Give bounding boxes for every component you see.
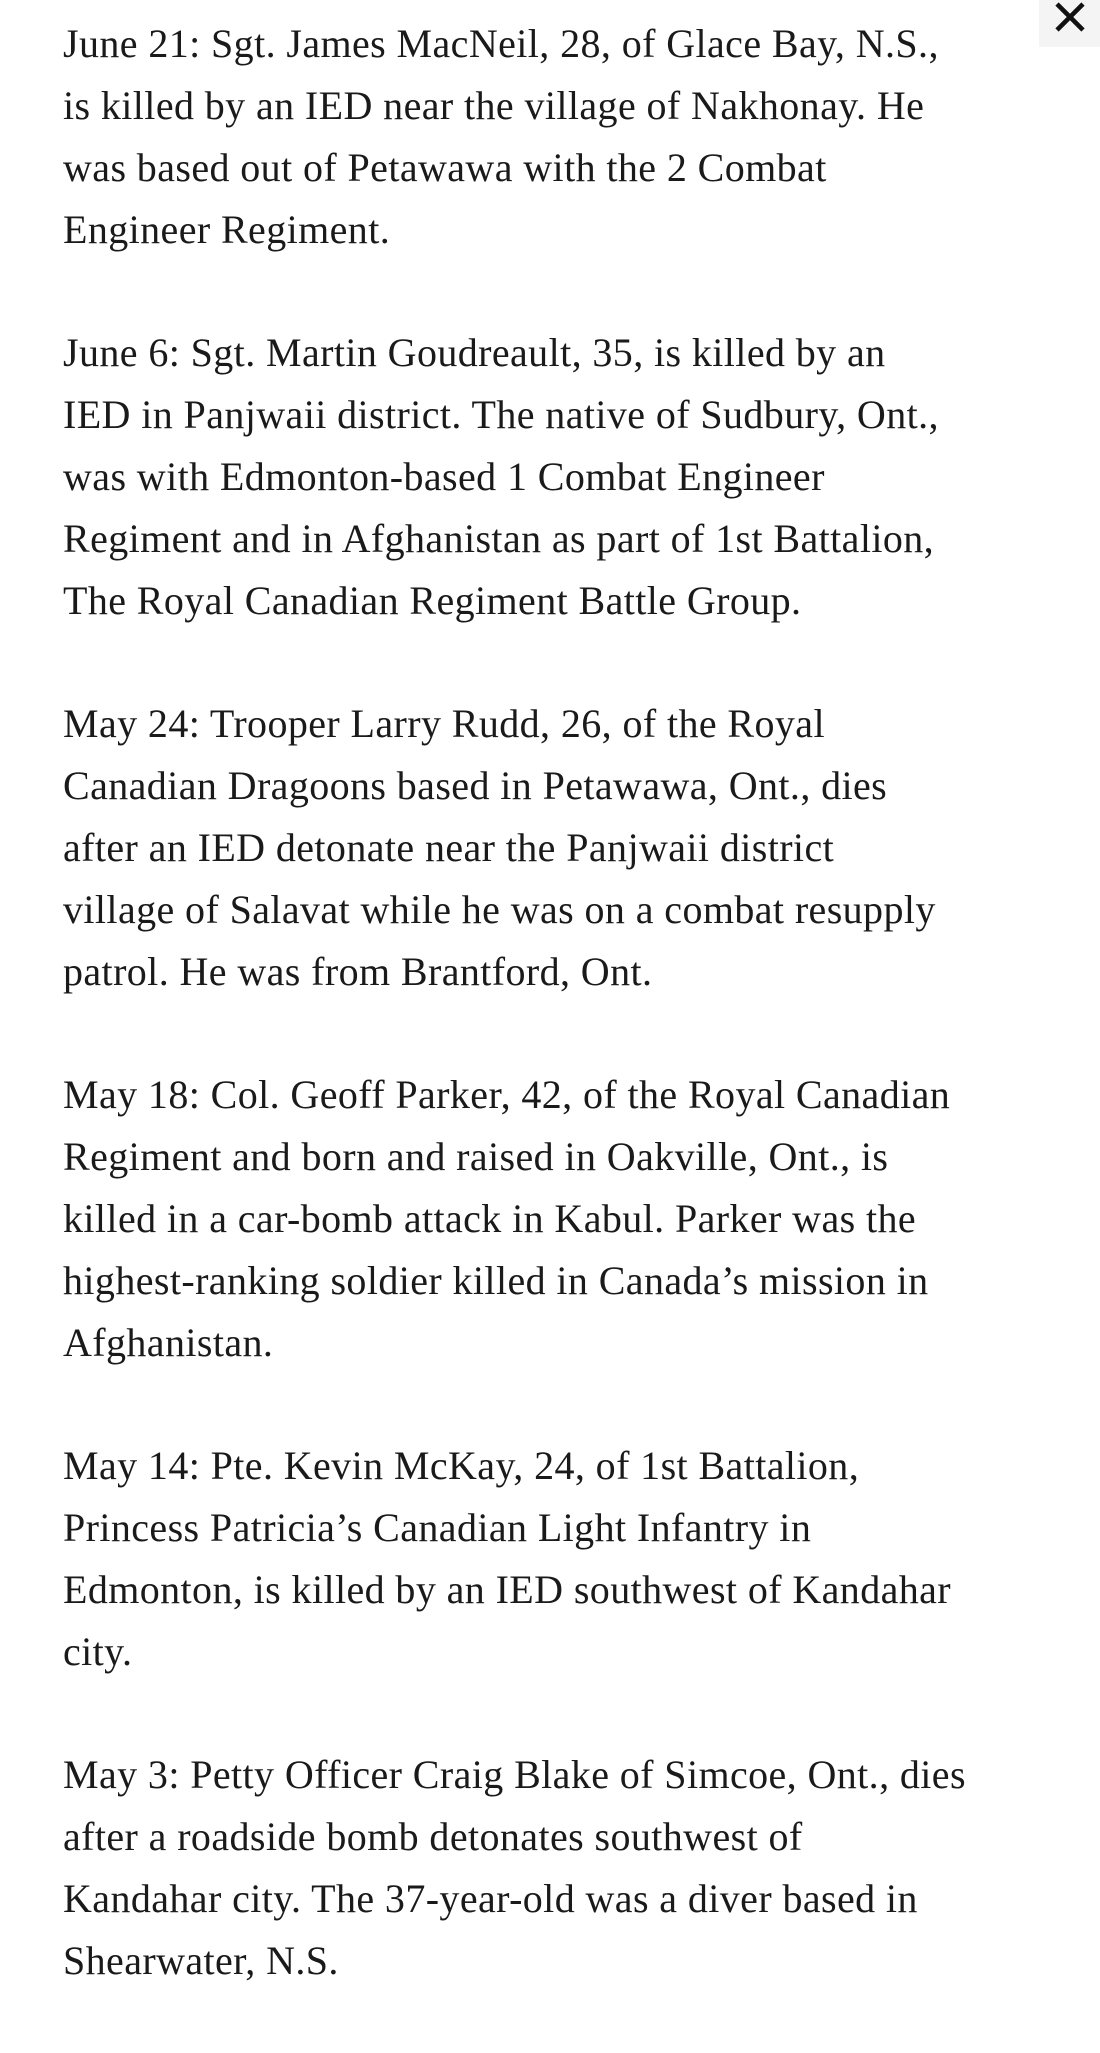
text-line: June 21: Sgt. James MacNeil, 28, of Glace Bay, N.S.,: [63, 21, 939, 66]
text-line: Kandahar city. The 37-year-old was a diver based in: [63, 1876, 918, 1921]
text-line: May 3: Petty Officer Craig Blake of Simcoe, Ont., dies: [63, 1752, 966, 1797]
text-line: IED in Panjwaii district. The native of Sudbury, Ont.,: [63, 392, 939, 437]
article-body: [63, 13, 1063, 2053]
timeline-paragraph: [63, 1744, 1063, 1992]
timeline-paragraph: [63, 13, 1063, 261]
text-line: highest-ranking soldier killed in Canada’s mission in: [63, 1258, 929, 1303]
text-line: May 18: Col. Geoff Parker, 42, of the Royal Canadian: [63, 1072, 951, 1117]
text-line: city.: [63, 1629, 133, 1674]
text-line: May 24: Trooper Larry Rudd, 26, of the Royal: [63, 701, 825, 746]
text-line: The Royal Canadian Regiment Battle Group.: [63, 578, 802, 623]
timeline-paragraph: [63, 1064, 1063, 1374]
text-line: Regiment and in Afghanistan as part of 1st Battalion,: [63, 516, 935, 561]
timeline-paragraph: [63, 322, 1063, 632]
text-line: patrol. He was from Brantford, Ont.: [63, 949, 653, 994]
text-line: Canadian Dragoons based in Petawawa, Ont., dies: [63, 763, 888, 808]
text-line: was with Edmonton-based 1 Combat Engineer: [63, 454, 825, 499]
text-line: Regiment and born and raised in Oakville, Ont., is: [63, 1134, 889, 1179]
text-line: Princess Patricia’s Canadian Light Infantry in: [63, 1505, 812, 1550]
text-line: after an IED detonate near the Panjwaii district: [63, 825, 835, 870]
text-line: Engineer Regiment.: [63, 207, 391, 252]
text-line: is killed by an IED near the village of Nakhonay. He: [63, 83, 925, 128]
text-line: Shearwater, N.S.: [63, 1938, 339, 1983]
text-line: June 6: Sgt. Martin Goudreault, 35, is killed by an: [63, 330, 886, 375]
text-line: May 14: Pte. Kevin McKay, 24, of 1st Battalion,: [63, 1443, 860, 1488]
timeline-paragraph: [63, 1435, 1063, 1683]
text-line: was based out of Petawawa with the 2 Combat: [63, 145, 827, 190]
text-line: after a roadside bomb detonates southwest of: [63, 1814, 803, 1859]
text-line: Afghanistan.: [63, 1320, 274, 1365]
text-line: Edmonton, is killed by an IED southwest of Kandahar: [63, 1567, 952, 1612]
text-line: killed in a car-bomb attack in Kabul. Parker was the: [63, 1196, 917, 1241]
timeline-paragraph: [63, 693, 1063, 1003]
text-line: village of Salavat while he was on a combat resupply: [63, 887, 936, 932]
